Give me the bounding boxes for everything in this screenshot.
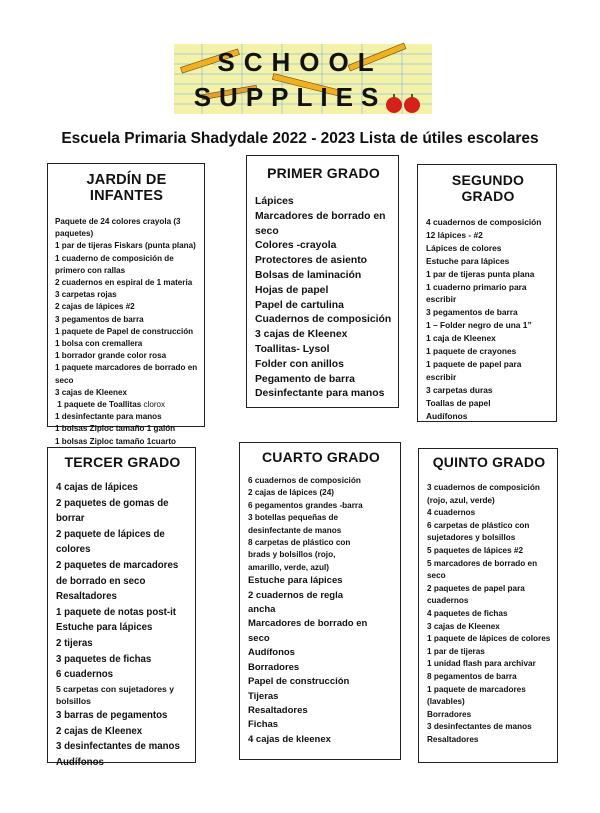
list-item: 1 bolsas Ziploc tamaño 1cuarto [55, 436, 176, 446]
list-item: 1 cuaderno de composición de [55, 253, 174, 263]
list-item: colores [56, 544, 91, 556]
list-item: seco [427, 571, 446, 581]
list-item: 1 unidad flash para archivar [427, 659, 536, 669]
list-item: 2 cajas de lápices #2 [55, 302, 135, 312]
list-item: 1 paquete de notas post-it [56, 606, 177, 618]
list-item: 3 pegamentos de barra [55, 314, 144, 324]
grade2-heading: SEGUNDO GRADO [451, 172, 525, 204]
list-item: 3 paquetes de fichas [56, 653, 152, 665]
grade2-box [417, 164, 557, 422]
list-item: 6 pegamentos grandes -barra [248, 500, 363, 510]
list-item: 2 paquetes de marcadores [56, 559, 179, 571]
list-item: Paquete de 24 colores crayola (3 [55, 217, 181, 226]
list-item: 3 barras de pegamentos [56, 710, 168, 722]
list-item: 1 par de tijeras punta plana [426, 268, 535, 279]
grade5-box [418, 448, 558, 763]
list-item: borrar [56, 513, 85, 525]
wipes-label: 1 paquete de Toallitas [55, 400, 142, 410]
list-item: (lavables) [427, 697, 465, 707]
list-item: de borrado en seco [56, 575, 146, 587]
list-item: 8 carpetas de plástico con [248, 538, 351, 548]
grade1-box [246, 155, 399, 408]
list-item: brads y bolsillos (rojo, [248, 550, 336, 560]
list-item: (rojo, azul, verde) [427, 495, 495, 505]
list-item: Cuadernos de composición [255, 314, 392, 326]
list-item: 1 paquete marcadores de borrado en [55, 363, 198, 373]
list-item: 2 paquetes de papel para [427, 583, 525, 593]
grade4-box [239, 442, 401, 760]
list-item: 12 lápices - #2 [426, 229, 483, 240]
list-item: 4 paquetes de fichas [427, 608, 508, 618]
grade5-heading: QUINTO GRADO [432, 454, 546, 470]
grade3-heading: TERCER GRADO [64, 454, 181, 470]
banner-line1: SCHOOL [217, 47, 383, 77]
list-item: seco [248, 632, 270, 644]
list-item: Folder con anillos [255, 358, 344, 370]
list-item: Marcadores de borrado en [248, 618, 368, 630]
kinder-box [47, 163, 205, 446]
grade4-list [248, 475, 394, 747]
list-item: 2 tijeras [56, 637, 93, 649]
list-item: sujetadores y bolsillos [427, 533, 516, 543]
list-item: Resaltadores [427, 734, 479, 744]
list-item: seco [255, 225, 279, 237]
list-item: escribir [426, 294, 457, 305]
kinder-heading: JARDÍN DE INFANTES [86, 172, 167, 204]
list-item: Bolsas de laminación [255, 269, 362, 281]
list-item: Papel de cartulina [255, 299, 344, 311]
list-item: 1 bolsa con cremallera [55, 339, 143, 349]
grade1-list [255, 195, 392, 402]
list-item: Resaltadores [56, 591, 117, 603]
list-item: Lápices [255, 196, 294, 207]
grade5-list [427, 482, 551, 746]
list-item: 1 borrador grande color rosa [55, 351, 167, 361]
list-item: Borradores [427, 709, 472, 719]
list-item: Marcadores de borrado en [255, 210, 386, 222]
list-item: 3 carpetas duras [426, 384, 493, 395]
list-item: ancha [248, 604, 276, 616]
list-item: 3 cajas de Kleenex [55, 387, 127, 397]
list-item: Protectores de asiento [255, 255, 368, 267]
list-item: 5 marcadores de borrado en [427, 558, 538, 568]
list-item: 1 paquete de Papel de construcción [55, 326, 194, 336]
list-item: Colores -crayola [255, 240, 337, 252]
list-item: 3 cuadernos de composición [427, 483, 540, 492]
list-item: bolsillos [56, 696, 91, 707]
list-item: 3 carpetas rojas [55, 290, 117, 300]
list-item: cuadernos [427, 596, 469, 606]
list-item: 3 cajas de Kleenex [427, 621, 500, 631]
list-item: 4 cuadernos de composición [426, 217, 542, 227]
list-item: 2 paquete de lápices de [56, 528, 165, 540]
list-item: 1 desinfectante para manos [55, 412, 162, 422]
list-item: Audífonos [248, 647, 295, 659]
list-item: Hojas de papel [255, 284, 329, 296]
list-item: 1 paquete de crayones [426, 346, 517, 357]
list-item: Pegamento de barra [255, 373, 355, 385]
list-item: Papel de construcción [248, 676, 350, 688]
list-item: 4 cuadernos [427, 508, 476, 518]
list-item: 4 cajas de kleenex [248, 733, 331, 745]
list-item: primero con rallas [55, 265, 126, 275]
list-item: 1 paquete de papel para [426, 358, 522, 369]
list-item: escribir [426, 371, 457, 382]
list-item: Toallas de papel [426, 397, 491, 408]
list-item: 1 caja de Kleenex [426, 333, 496, 344]
list-item: Lápices de colores [426, 242, 502, 253]
list-item: Audífonos [426, 410, 468, 421]
list-item: 1 paquete de marcadores [427, 684, 526, 694]
list-item: 3 pegamentos de barra [426, 307, 518, 318]
list-item: 6 cuadernos de composición [248, 476, 361, 485]
list-item: 1 par de tijeras [427, 646, 485, 656]
list-item: 1 par de tijeras Fiskars (punta plana) [55, 241, 196, 251]
list-item: Resaltadores [248, 704, 308, 716]
school-supplies-logo [172, 42, 434, 116]
list-item: 2 cuadernos en espiral de 1 materia [55, 278, 193, 288]
list-item [55, 399, 198, 411]
list-item: 3 desinfectantes de manos [56, 741, 180, 753]
list-item: 6 carpetas de plástico con [427, 520, 530, 530]
list-item: Audífonos [56, 756, 104, 768]
list-item: Estuche para lápices [426, 255, 510, 266]
grade1-heading: PRIMER GRADO [267, 165, 380, 181]
kinder-list [55, 216, 198, 448]
list-item: 5 paquetes de lápices #2 [427, 545, 524, 555]
list-item: Estuche para lápices [248, 575, 343, 587]
list-item: 1 bolsas Ziploc tamaño 1 galón [55, 424, 176, 434]
grade4-heading: CUARTO GRADO [261, 449, 381, 465]
list-item: 6 cuadernos [56, 669, 114, 681]
list-item: amarillo, verde, azul) [248, 562, 329, 572]
clorox-label: clorox [143, 400, 166, 410]
list-item: 5 carpetas con sujetadores y [56, 683, 174, 694]
grade3-list [56, 480, 189, 771]
list-item: 2 paquetes de gomas de [56, 497, 169, 509]
list-item: 1 cuaderno primario para [426, 281, 527, 292]
list-item: 3 cajas de Kleenex [255, 329, 348, 341]
list-item: Fichas [248, 719, 279, 731]
list-item: seco [55, 375, 74, 385]
list-item: 1 paquete de lápices de colores [427, 634, 551, 644]
list-item: 1 – Folder negro de una 1” [426, 320, 532, 331]
list-item: Borradores [248, 661, 300, 673]
banner-line2: SUPPLIES [193, 82, 387, 112]
list-item: 3 botellas pequeñas de [248, 513, 339, 523]
page-title: Escuela Primaria Shadydale 2022 - 2023 Lista de útiles escolares [61, 130, 539, 147]
list-item: 2 cajas de Kleenex [56, 725, 143, 737]
grade3-box [47, 447, 196, 768]
list-item: 3 desinfectantes de manos [427, 722, 532, 732]
list-item: 8 pegamentos de barra [427, 671, 517, 681]
list-item: Tijeras [248, 690, 279, 702]
list-item: 2 cuadernos de regla [248, 589, 344, 601]
list-item: 4 cajas de lápices [56, 482, 138, 493]
list-item: Toallitas- Lysol [255, 343, 330, 355]
list-item: paquetes) [55, 229, 94, 239]
list-item: Desinfectante para manos [255, 388, 385, 400]
list-item: 2 cajas de lápices (24) [248, 488, 335, 498]
list-item: desinfectante de manos [248, 525, 342, 535]
grade2-list [426, 216, 550, 423]
list-item: Estuche para lápices [56, 622, 153, 634]
